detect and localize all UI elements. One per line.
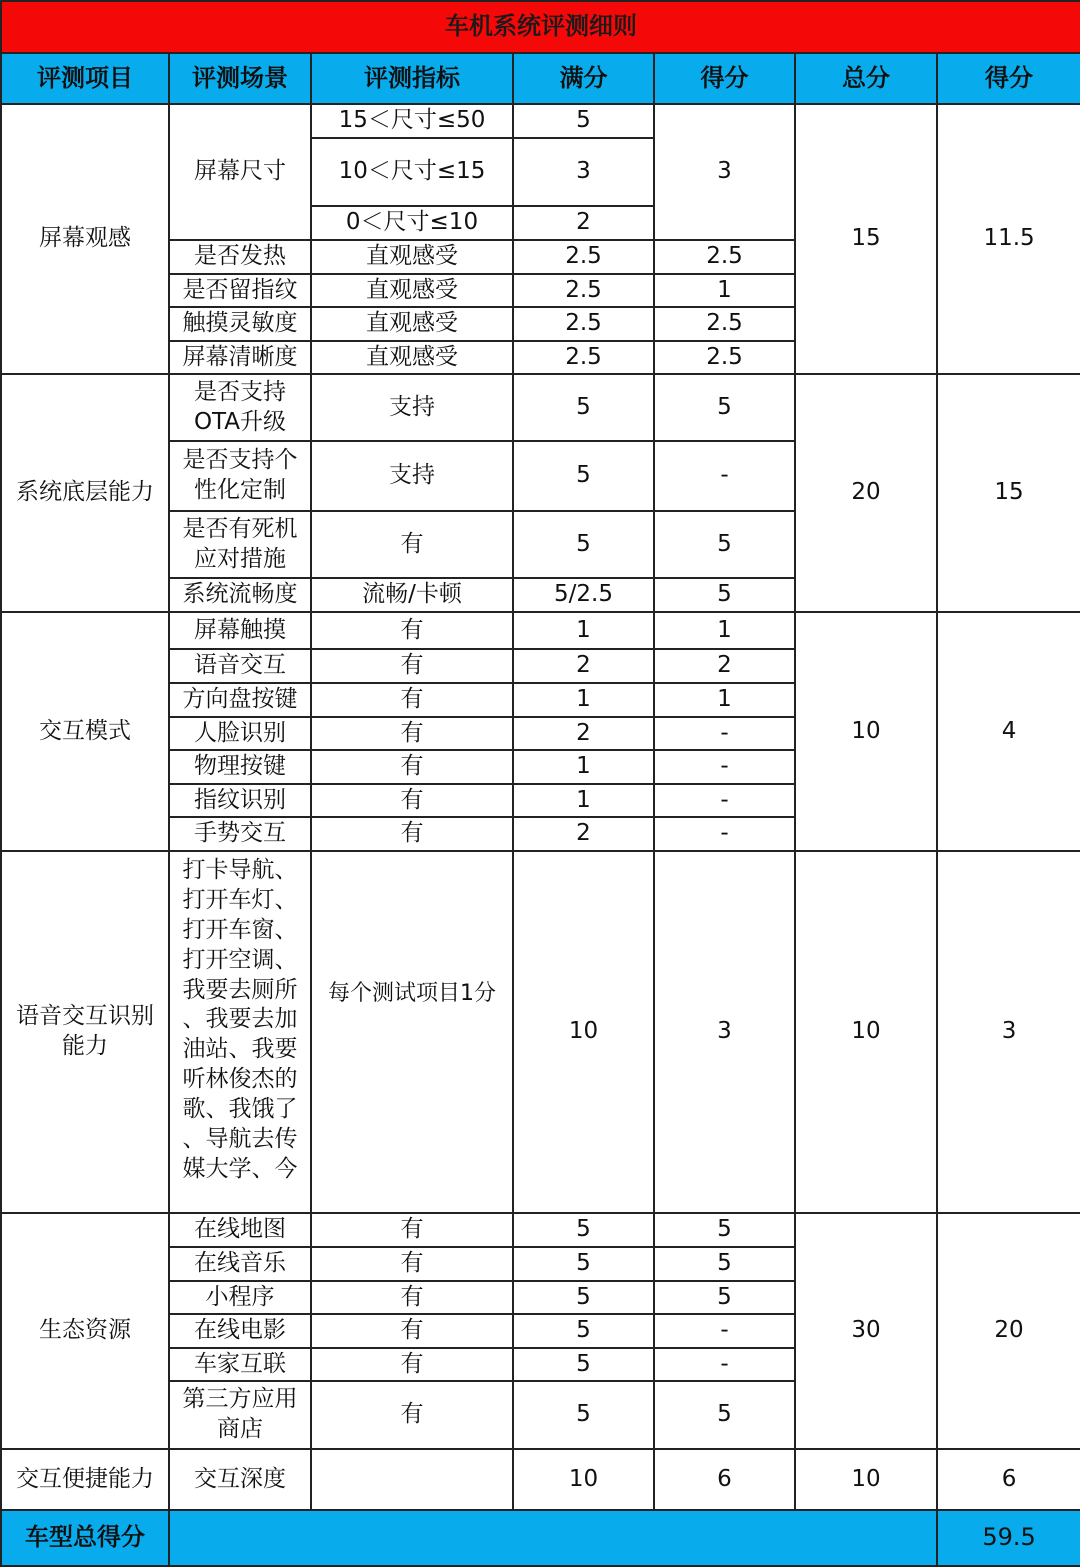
score-cell: 5: [654, 1381, 795, 1449]
score-cell: -: [654, 750, 795, 784]
total-interaction: 10: [795, 612, 937, 851]
item-line: 能力: [62, 1033, 108, 1059]
footer-total: 59.5: [937, 1510, 1080, 1566]
scene-cell: 手势交互: [169, 817, 311, 851]
score-cell: 5: [654, 1247, 795, 1281]
scene-cell: 是否发热: [169, 240, 311, 274]
scene-cell: [169, 374, 311, 441]
table-row: [1, 1213, 1080, 1247]
metric-cell: 有: [311, 1247, 513, 1281]
total-blank: [795, 1247, 937, 1281]
score-cell: -: [654, 817, 795, 851]
metric-cell: 有: [311, 1381, 513, 1449]
score-cell: 1: [654, 612, 795, 649]
item-convenience: 交互便捷能力: [1, 1449, 169, 1510]
scene-line: 歌、我饿了: [182, 1096, 298, 1123]
full-score-cell: 1: [513, 683, 654, 717]
full-score-cell: 5: [513, 1281, 654, 1314]
scene-line: 、导航去传: [182, 1126, 298, 1153]
metric-cell: 有: [311, 717, 513, 750]
scene-cell: 是否留指纹: [169, 274, 311, 307]
full-score-cell: 5: [513, 1247, 654, 1281]
scene-cell: 在线音乐: [169, 1247, 311, 1281]
total-voice: 10: [795, 851, 937, 1213]
total-blank: [795, 1281, 937, 1314]
score-cell: -: [654, 784, 795, 817]
score-cell: 5: [654, 374, 795, 441]
score-cell: -: [654, 1314, 795, 1348]
full-score-cell: 5: [513, 1213, 654, 1247]
total-blank: [795, 1213, 937, 1247]
header-full-score: 满分: [513, 53, 654, 104]
total-blank: [795, 1381, 937, 1449]
metric-cell: 15＜尺寸≤50: [311, 104, 513, 138]
scene-line: 是否有死机: [182, 515, 298, 542]
footer-label: 车型总得分: [1, 1510, 169, 1566]
metric-cell: 有: [311, 784, 513, 817]
header-score: 得分: [654, 53, 795, 104]
header-final-score: 得分: [937, 53, 1080, 104]
scene-cell: 系统流畅度: [169, 578, 311, 612]
final-convenience: 6: [937, 1449, 1080, 1510]
metric-cell: 直观感受: [311, 307, 513, 341]
scene-line: 商店: [217, 1416, 263, 1442]
metric-cell: 有: [311, 1213, 513, 1247]
score-cell: 2.5: [654, 240, 795, 274]
score-cell: 2: [654, 649, 795, 683]
metric-cell: 直观感受: [311, 274, 513, 307]
metric-cell: 支持: [311, 441, 513, 511]
scene-cell: 指纹识别: [169, 784, 311, 817]
metric-cell: [311, 1449, 513, 1510]
metric-cell: 支持: [311, 374, 513, 441]
score-cell: 5: [654, 511, 795, 578]
score-cell: -: [654, 441, 795, 511]
header-scene: 评测场景: [169, 53, 311, 104]
scene-line: 是否支持个: [182, 447, 298, 474]
table-row: [1, 1449, 1080, 1510]
metric-cell: 直观感受: [311, 240, 513, 274]
scene-line: 油站、我要: [182, 1036, 298, 1063]
scene-line: 打开车灯、: [182, 886, 298, 913]
scene-cell: 在线电影: [169, 1314, 311, 1348]
table-row: [1, 612, 1080, 649]
metric-cell: 0＜尺寸≤10: [311, 206, 513, 240]
full-score-cell: 5: [513, 1381, 654, 1449]
scene-line: 性化定制: [194, 477, 286, 503]
final-screen: 11.5: [937, 104, 1080, 374]
header-total: 总分: [795, 53, 937, 104]
item-voice: [1, 851, 169, 1213]
scene-cell: 在线地图: [169, 1213, 311, 1247]
scene-line: 是否支持: [194, 378, 286, 405]
full-score-cell: 2: [513, 717, 654, 750]
metric-cell: 有: [311, 612, 513, 649]
scene-cell: 语音交互: [169, 649, 311, 683]
total-blank: [795, 1348, 937, 1381]
full-score-cell: 2.5: [513, 307, 654, 341]
table-row: [1, 851, 1080, 1213]
metric-cell: 直观感受: [311, 341, 513, 374]
final-ecology: 20: [937, 1213, 1080, 1449]
metric-cell: 有: [311, 750, 513, 784]
metric-cell: 有: [311, 511, 513, 578]
table-row: [1, 104, 1080, 138]
scene-line: 打开车窗、: [182, 916, 298, 943]
score-cell: 5: [654, 578, 795, 612]
total-ecology: 30: [795, 1314, 937, 1348]
table-title: 车机系统评测细则: [1, 1, 1080, 53]
full-score-cell: 3: [513, 138, 654, 206]
metric-cell: 有: [311, 1348, 513, 1381]
header-item: 评测项目: [1, 53, 169, 104]
score-cell: 5: [654, 1213, 795, 1247]
voice-scene-clip: [174, 856, 306, 1208]
scene-cell: 车家互联: [169, 1348, 311, 1381]
full-score-cell: 2: [513, 649, 654, 683]
scene-cell: [169, 441, 311, 511]
score-screen-size: 3: [654, 104, 795, 240]
full-score-cell: 1: [513, 750, 654, 784]
metric-cell: 有: [311, 649, 513, 683]
full-score-cell: 2.5: [513, 341, 654, 374]
scene-line: 打开空调、: [182, 946, 298, 973]
scene-cell: 交互深度: [169, 1449, 311, 1510]
score-cell: 5: [654, 1281, 795, 1314]
score-cell: 2.5: [654, 341, 795, 374]
full-score-cell: 2.5: [513, 240, 654, 274]
full-score-cell: 10: [513, 1449, 654, 1510]
item-ecology: 生态资源: [1, 1213, 169, 1449]
score-cell: 3: [654, 851, 795, 1213]
score-cell: 6: [654, 1449, 795, 1510]
metric-cell: 流畅/卡顿: [311, 578, 513, 612]
full-score-cell: 5: [513, 511, 654, 578]
scene-cell: 触摸灵敏度: [169, 307, 311, 341]
footer-blank: [169, 1510, 937, 1566]
scene-line: 我要去厕所: [182, 976, 298, 1003]
full-score-cell: 2: [513, 206, 654, 240]
scene-cell: 方向盘按键: [169, 683, 311, 717]
final-system: 15: [937, 374, 1080, 612]
metric-cell: 每个测试项目1分: [311, 851, 513, 1213]
scene-line: 应对措施: [194, 545, 286, 572]
metric-cell: 10＜尺寸≤15: [311, 138, 513, 206]
final-interaction: 4: [937, 612, 1080, 851]
scene-line: 打卡导航、: [182, 857, 298, 883]
table-row: [1, 374, 1080, 441]
scene-line: 听林俊杰的: [182, 1066, 298, 1093]
score-cell: -: [654, 1348, 795, 1381]
full-score-cell: 2.5: [513, 274, 654, 307]
scene-cell: 人脸识别: [169, 717, 311, 750]
scene-cell: 小程序: [169, 1281, 311, 1314]
voice-scene-list: [169, 851, 311, 1213]
score-cell: -: [654, 717, 795, 750]
item-interaction: 交互模式: [1, 612, 169, 851]
full-score-cell: 10: [513, 851, 654, 1213]
full-score-cell: 5: [513, 104, 654, 138]
total-convenience: 10: [795, 1449, 937, 1510]
scene-cell: [169, 511, 311, 578]
metric-cell: 有: [311, 817, 513, 851]
metric-cell: 有: [311, 1314, 513, 1348]
total-system: 20: [795, 374, 937, 612]
scene-line: OTA升级: [193, 408, 287, 435]
full-score-cell: 5/2.5: [513, 578, 654, 612]
item-system: 系统底层能力: [1, 374, 169, 612]
scene-line: 第三方应用: [182, 1386, 298, 1413]
full-score-cell: 1: [513, 612, 654, 649]
total-screen: 15: [795, 104, 937, 374]
header-metric: 评测指标: [311, 53, 513, 104]
scene-screen-size: 屏幕尺寸: [169, 104, 311, 240]
full-score-cell: 2: [513, 817, 654, 851]
scene-cell: 屏幕触摸: [169, 612, 311, 649]
scene-cell: [169, 1381, 311, 1449]
score-cell: 1: [654, 683, 795, 717]
score-cell: 1: [654, 274, 795, 307]
full-score-cell: 5: [513, 1348, 654, 1381]
item-screen: 屏幕观感: [1, 104, 169, 374]
item-line: 语音交互识别: [16, 1003, 154, 1030]
full-score-cell: 1: [513, 784, 654, 817]
full-score-cell: 5: [513, 441, 654, 511]
score-cell: 2.5: [654, 307, 795, 341]
metric-cell: 有: [311, 683, 513, 717]
scene-line: 媒大学、今: [182, 1155, 298, 1182]
scene-cell: 物理按键: [169, 750, 311, 784]
scene-line: 、我要去加: [182, 1006, 298, 1033]
scene-cell: 屏幕清晰度: [169, 341, 311, 374]
metric-cell: 有: [311, 1281, 513, 1314]
final-voice: 3: [937, 851, 1080, 1213]
full-score-cell: 5: [513, 1314, 654, 1348]
full-score-cell: 5: [513, 374, 654, 441]
